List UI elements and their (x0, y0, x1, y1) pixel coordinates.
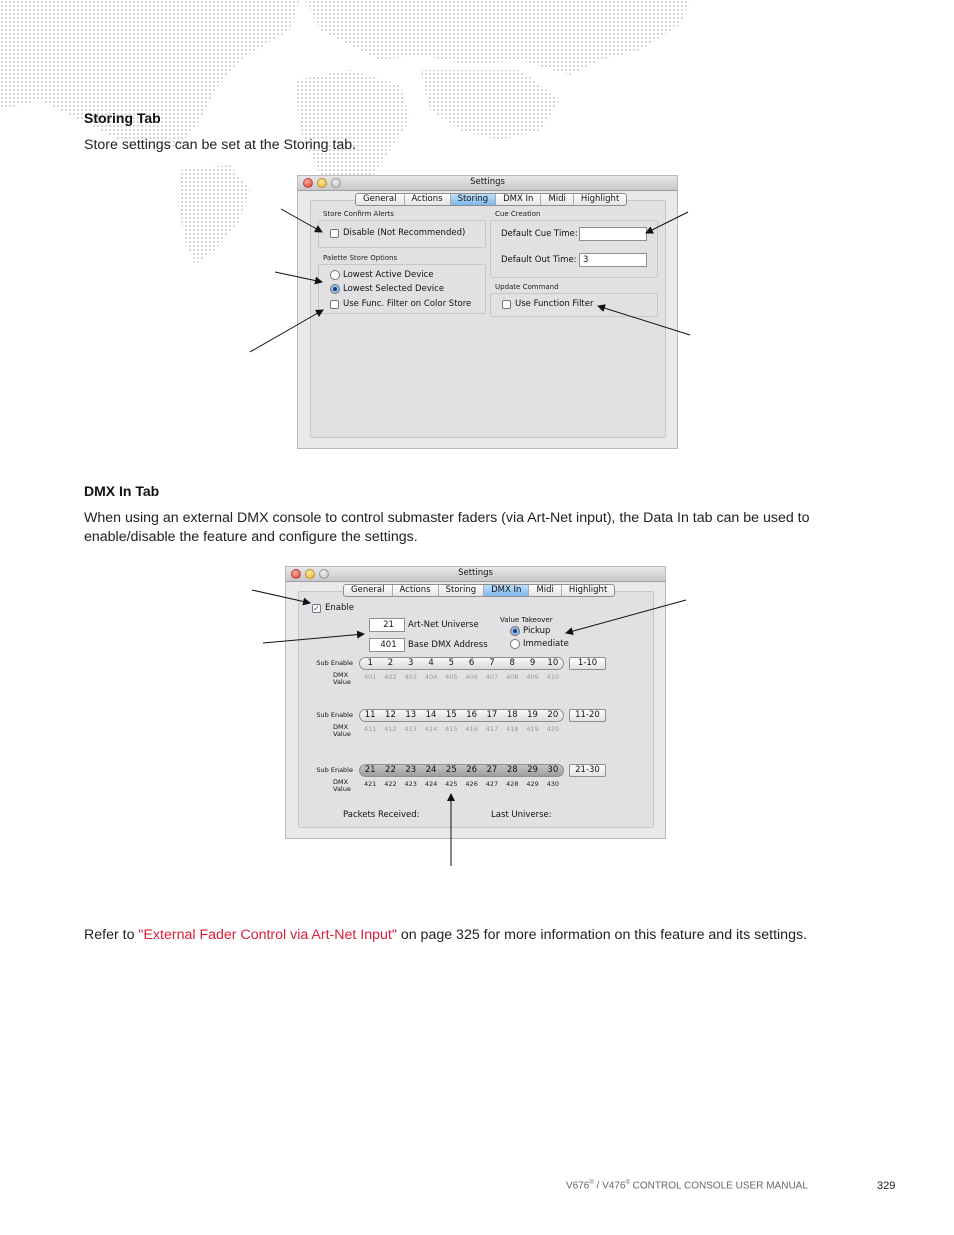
dmx-value: 424 (424, 780, 438, 788)
sub-enable-button[interactable]: 4 (428, 658, 434, 668)
dmx-value: 423 (404, 780, 417, 788)
sub-enable-label: Sub Enable (316, 659, 353, 667)
dmx-value: 412 (384, 725, 397, 733)
dmx-value: 428 (506, 780, 519, 788)
dmx-value-row (360, 725, 563, 733)
refer-paragraph (84, 926, 807, 945)
registered-mark: ® (589, 1180, 594, 1186)
dmx-value-label: DMX Value (333, 671, 351, 686)
pickup-radio[interactable] (510, 626, 550, 636)
tab-dmx-in[interactable]: DMX In (484, 585, 529, 596)
cue-creation-label: Cue Creation (495, 210, 541, 218)
dmx-value: 427 (485, 780, 499, 788)
tab-storing[interactable]: Storing (439, 585, 485, 596)
sub-enable-button[interactable]: 12 (385, 710, 396, 720)
tab-storing[interactable]: Storing (451, 194, 497, 205)
storing-tab-intro: Store settings can be set at the Storing tab. (84, 137, 357, 153)
dmx-value: 416 (465, 725, 478, 733)
radio-on-icon (510, 626, 520, 636)
dmx-value-label: DMX Value (333, 723, 351, 738)
page-number: 329 (877, 1180, 896, 1192)
sub-enable-button[interactable]: 21 (364, 765, 376, 775)
tab-midi[interactable]: Midi (541, 194, 573, 205)
enable-checkbox[interactable] (312, 603, 354, 613)
base-dmx-address-label: Base DMX Address (408, 640, 488, 650)
footer-manual-title (566, 1180, 808, 1191)
default-out-time-input[interactable]: 3 (579, 253, 647, 267)
footer-model-b: / V476 (593, 1180, 626, 1192)
use-function-filter-label: Use Function Filter (515, 299, 594, 309)
dmx-settings-window (285, 566, 666, 839)
dmx-value: 421 (363, 780, 377, 788)
sub-enable-button[interactable]: 17 (486, 710, 498, 720)
sub-enable-label: Sub Enable (316, 711, 353, 719)
sub-enable-button[interactable]: 1 (367, 658, 373, 668)
disable-alerts-label: Disable (Not Recommended) (343, 228, 466, 238)
sub-enable-segment (359, 657, 564, 670)
sub-enable-button[interactable]: 19 (527, 710, 538, 720)
palette-store-label: Palette Store Options (323, 254, 398, 262)
tab-midi[interactable]: Midi (529, 585, 561, 596)
checkbox-icon (502, 300, 511, 309)
dmx-value-row (360, 673, 563, 681)
registered-mark: ® (625, 1180, 630, 1186)
footer-title: CONTROL CONSOLE USER MANUAL (629, 1180, 808, 1192)
storing-tab-bar (355, 193, 627, 206)
lowest-active-radio[interactable] (330, 270, 434, 280)
sub-enable-segment (359, 764, 564, 777)
sub-enable-button[interactable]: 22 (385, 765, 396, 775)
immediate-label: Immediate (523, 639, 569, 649)
func-filter-checkbox[interactable] (330, 299, 471, 309)
bank-range-button[interactable]: 21-30 (569, 764, 606, 777)
disable-alerts-checkbox[interactable] (330, 228, 465, 238)
sub-enable-button[interactable]: 26 (466, 765, 478, 775)
packets-received-label: Packets Received: (343, 810, 420, 820)
tab-dmx-in[interactable]: DMX In (496, 194, 541, 205)
window-titlebar (286, 567, 665, 582)
checkbox-icon (330, 229, 339, 238)
bank-range-button[interactable]: 1-10 (569, 657, 606, 670)
sub-enable-button[interactable]: 9 (529, 658, 536, 668)
sub-enable-button[interactable]: 14 (425, 710, 437, 720)
dmx-tab-intro: When using an external DMX console to control submaster faders (via Art-Net input), the Data In tab can be used to enable/disable the feature and configure the settings. (84, 510, 810, 545)
default-cue-time-input[interactable] (579, 227, 647, 241)
tab-general[interactable]: General (356, 194, 405, 205)
dmx-value: 420 (546, 725, 560, 733)
refer-prefix: Refer to (84, 927, 139, 943)
external-fader-link[interactable]: "External Fader Control via Art-Net Input" (138, 927, 397, 943)
dmx-value: 426 (465, 780, 478, 788)
sub-enable-button[interactable]: 5 (448, 658, 455, 668)
radio-off-icon (330, 270, 340, 280)
sub-enable-segment (359, 709, 564, 722)
dmx-value: 401 (363, 673, 377, 681)
dmx-value-row (360, 780, 563, 788)
radio-on-icon (330, 284, 340, 294)
update-command-label: Update Command (495, 283, 559, 291)
sub-enable-button[interactable]: 29 (527, 765, 538, 775)
sub-enable-button[interactable]: 15 (445, 710, 457, 720)
sub-enable-button[interactable]: 25 (445, 765, 457, 775)
value-takeover-label: Value Takeover (500, 616, 553, 624)
dmx-value: 430 (546, 780, 560, 788)
sub-enable-button[interactable]: 24 (425, 765, 437, 775)
dmx-value: 407 (485, 673, 499, 681)
storing-settings-window (297, 175, 678, 449)
sub-enable-button[interactable]: 30 (547, 765, 559, 775)
dmx-value: 417 (485, 725, 499, 733)
sub-enable-button[interactable]: 2 (387, 658, 394, 668)
dmx-tab-bar (343, 584, 615, 597)
dmx-value: 408 (506, 673, 519, 681)
tab-general[interactable]: General (344, 585, 393, 596)
art-net-universe-label: Art-Net Universe (408, 620, 479, 630)
dmx-value: 405 (445, 673, 458, 681)
art-net-universe-input[interactable]: 21 (369, 618, 405, 632)
sub-enable-button[interactable]: 16 (466, 710, 478, 720)
dmx-value: 413 (404, 725, 417, 733)
window-title: Settings (458, 568, 493, 578)
sub-enable-button[interactable]: 27 (486, 765, 498, 775)
dmx-value: 418 (506, 725, 519, 733)
enable-label: Enable (325, 603, 354, 613)
refer-suffix: on page 325 for more information on this feature and its settings. (396, 927, 807, 943)
dmx-value: 414 (424, 725, 438, 733)
sub-enable-button[interactable]: 11 (364, 710, 376, 720)
dmx-value: 410 (546, 673, 560, 681)
immediate-radio[interactable] (510, 639, 569, 649)
tab-highlight[interactable]: Highlight (568, 585, 608, 595)
sub-enable-label: Sub Enable (316, 766, 353, 774)
window-titlebar (298, 176, 677, 191)
last-universe-label: Last Universe: (491, 810, 552, 820)
dmx-value: 411 (363, 725, 377, 733)
dmx-value-label: DMX Value (333, 778, 351, 793)
dmx-tab-heading: DMX In Tab (84, 483, 160, 499)
sub-enable-button[interactable]: 8 (509, 658, 515, 668)
tab-highlight[interactable]: Highlight (580, 194, 620, 204)
store-confirm-label: Store Confirm Alerts (323, 210, 394, 218)
sub-enable-button[interactable]: 10 (547, 658, 559, 668)
bank-range-button[interactable]: 11-20 (569, 709, 606, 722)
default-out-time-label: Default Out Time: (501, 255, 577, 265)
dmx-value: 404 (424, 673, 438, 681)
lowest-selected-radio[interactable] (330, 284, 444, 294)
radio-off-icon (510, 639, 520, 649)
use-function-filter-checkbox[interactable] (502, 299, 594, 309)
dmx-value: 429 (526, 780, 539, 788)
checkbox-icon (330, 300, 339, 309)
checkmark-icon: ✓ (313, 603, 320, 613)
dmx-value: 415 (445, 725, 458, 733)
sub-enable-button[interactable]: 28 (506, 765, 518, 775)
footer-model-a: V676 (566, 1180, 590, 1192)
func-filter-label: Use Func. Filter on Color Store (343, 299, 472, 309)
lowest-active-label: Lowest Active Device (343, 270, 434, 280)
sub-enable-button[interactable]: 13 (405, 710, 417, 720)
dmx-value: 425 (445, 780, 458, 788)
sub-enable-button[interactable]: 20 (547, 710, 559, 720)
default-cue-time-label: Default Cue Time: (501, 229, 578, 239)
base-dmx-address-input[interactable]: 401 (369, 638, 405, 652)
sub-enable-button[interactable]: 6 (468, 658, 475, 668)
dmx-value: 409 (526, 673, 539, 681)
tab-actions[interactable]: Actions (393, 585, 439, 596)
dmx-value: 419 (526, 725, 539, 733)
window-title: Settings (470, 177, 505, 187)
sub-enable-button[interactable]: 7 (489, 658, 495, 668)
dmx-value: 403 (404, 673, 417, 681)
dmx-value: 406 (465, 673, 478, 681)
dmx-value: 422 (384, 780, 397, 788)
storing-tab-heading: Storing Tab (84, 110, 161, 126)
sub-enable-button[interactable]: 18 (506, 710, 518, 720)
lowest-selected-label: Lowest Selected Device (343, 284, 445, 294)
sub-enable-button[interactable]: 3 (408, 658, 414, 668)
tab-actions[interactable]: Actions (405, 194, 451, 205)
pickup-label: Pickup (523, 626, 551, 636)
dmx-value: 402 (384, 673, 397, 681)
sub-enable-button[interactable]: 23 (405, 765, 417, 775)
